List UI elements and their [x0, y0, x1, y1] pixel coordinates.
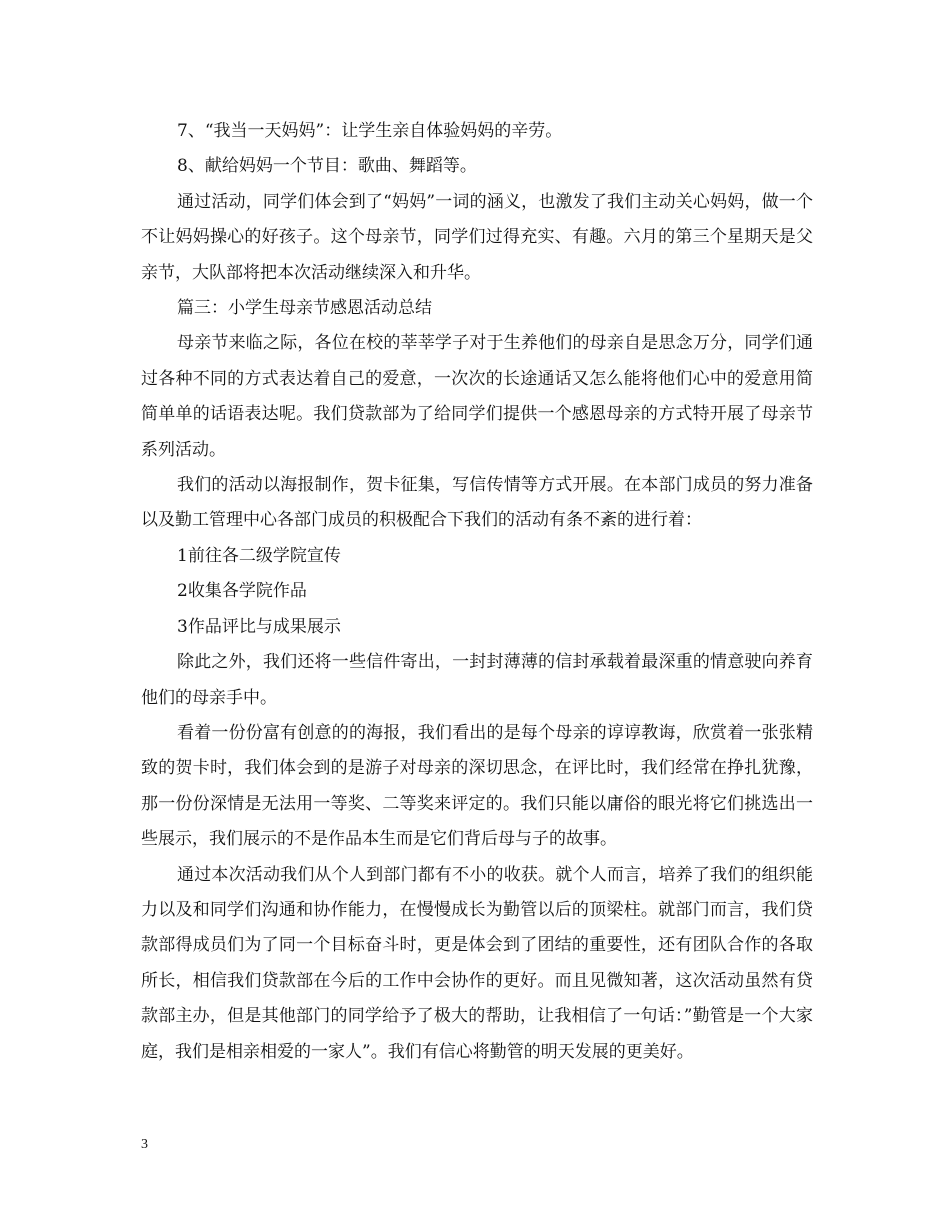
paragraph-conclusion: 通过本次活动我们从个人到部门都有不小的收获。就个人而言，培养了我们的组织能力以及和同学们沟通和协作能力，在慢慢成长为勤管以后的顶梁柱。就部门而言，我们贷款部得成员们为了同一个目标奋斗时，更是体会到了团结的重要性，还有团队合作的各取所长，相信我们贷款部在今后的工作中会协作的更好。而且见微知著，这次活动虽然有贷款部主办，但是其他部门的同学给予了极大的帮助，让我相信了一句话：”勤管是一个大家庭，我们是相亲相爱的一家人”。我们有信心将勤管的明天发展的更美好。	[141, 864, 813, 1062]
list-item-step-2: 2收集各学院作品	[177, 581, 307, 602]
paragraph-evaluation: 看着一份份富有创意的的海报，我们看出的是每个母亲的谆谆教诲，欣赏着一张张精致的贺卡时，我们体会到的是游子对母亲的深切思念，在评比时，我们经常在挣扎犹豫，那一份份深情是无法用一等奖、二等奖来评定的。我们只能以庸俗的眼光将它们挑选出一些展示，我们展示的不是作品本生而是它们背后母与子的故事。	[141, 722, 813, 850]
section-heading: 篇三：小学生母亲节感恩活动总结	[177, 298, 432, 319]
paragraph-item-7: 7、“我当一天妈妈”：让学生亲自体验妈妈的辛劳。	[177, 121, 563, 141]
list-item-step-3: 3作品评比与成果展示	[177, 616, 341, 637]
paragraph-item-8: 8、献给妈妈一个节目：歌曲、舞蹈等。	[177, 156, 477, 177]
paragraph-activity-methods: 我们的活动以海报制作，贺卡征集，写信传情等方式开展。在本部门成员的努力准备以及勤工管理中心各部门成员的积极配合下我们的活动有条不紊的进行着：	[141, 475, 813, 531]
paragraph-intro: 母亲节来临之际，各位在校的莘莘学子对于生养他们的母亲自是思念万分，同学们通过各种不同的方式表达着自己的爱意，一次次的长途通话又怎么能将他们心中的爱意用简简单单的话语表达呢。我们贷款部为了给同学们提供一个感恩母亲的方式特开展了母亲节系列活动。	[141, 333, 813, 460]
page-number: 3	[141, 1137, 148, 1152]
document-body	[141, 114, 813, 1070]
list-item-step-1: 1前往各二级学院宣传	[177, 545, 341, 566]
paragraph-letters: 除此之外，我们还将一些信件寄出，一封封薄薄的信封承载着最深重的情意驶向养育他们的母亲手中。	[141, 652, 813, 708]
paragraph-activity-summary: 通过活动，同学们体会到了“妈妈”一词的涵义，也激发了我们主动关心妈妈，做一个不让妈妈操心的好孩子。这个母亲节，同学们过得充实、有趣。六月的第三个星期天是父亲节，大队部将把本次活动继续深入和升华。	[141, 191, 813, 283]
